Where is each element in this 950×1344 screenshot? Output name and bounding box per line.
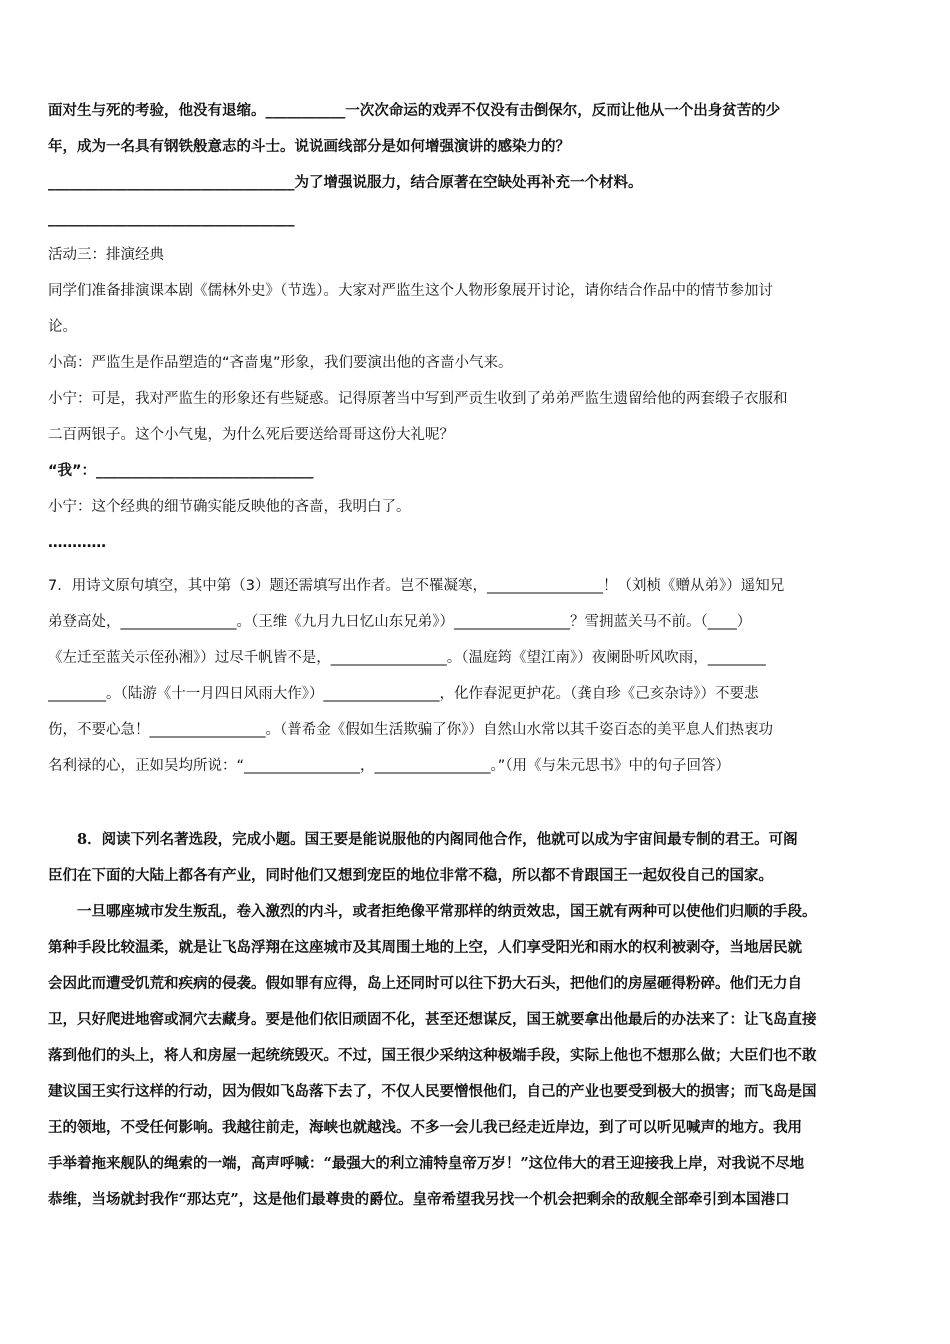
text-line: ________。（陆游《十一月四日风雨大作》）________________，化作春泥更护花。（龚自珍《己亥杂诗》）不要悲 <box>48 686 759 702</box>
text-line: 面对生与死的考验，他没有退缩。___________一次次命运的戏弄不仅没有击倒保尔，反而让他从一个出身贫苦的少 <box>48 102 781 119</box>
text-line: 手举着拖来舰队的绳索的一端，高声呼喊：“最强大的利立浦特皇帝万岁！”这位伟大的君王迎接我上岸，对我说不尽地 <box>48 1155 805 1172</box>
answer-blank-line: __________________________________ <box>48 210 295 227</box>
text-line: 年，成为一名具有钢铁般意志的斗士。说说画线部分是如何增强演讲的感染力的？ <box>48 138 570 155</box>
text-line: 一旦哪座城市发生叛乱，卷入激烈的内斗，或者拒绝像平常那样的纳贡效忠，国王就有两种可以使他们归顺的手段。 <box>77 903 817 920</box>
text-line: 同学们准备排演课本剧《儒林外史》（节选）。大家对严监生这个人物形象展开讨论，请你结合作品中的情节参加讨 <box>48 283 773 299</box>
text-line: 卫，只好爬进地窖或洞穴去藏身。要是他们依旧顽固不化，甚至还想谋反，国王就要拿出他最后的办法来了：让飞岛直接 <box>48 1011 817 1028</box>
text-line: __________________________________为了增强说服力，结合原著在空缺处再补充一个材料。 <box>48 174 643 191</box>
text-line: 7．用诗文原句填空，其中第（3）题还需填写出作者。岂不罹凝寒，________________！（刘桢《赠从弟》）遥知兄 <box>48 578 785 594</box>
section-previous <box>48 93 904 237</box>
dialogue-line: 二百两银子。这个小气鬼，为什么死后要送给哥哥这份大礼呢？ <box>48 427 454 443</box>
text-line: 会因此而遭受饥荒和疾病的侵袭。假如罪有应得，岛上还同时可以往下扔大石头，把他们的房屋砸得粉碎。他们无力自 <box>48 975 802 992</box>
ellipsis: ………… <box>48 535 106 551</box>
text-line: 建议国王实行这样的行动，因为假如飞岛落下去了，不仅人民要憎恨他们，自己的产业也要受到极大的损害；而飞岛是国 <box>48 1083 817 1100</box>
dialogue-line: 小宁：这个经典的细节确实能反映他的吝啬，我明白了。 <box>48 499 411 515</box>
text-line: 名利禄的心，正如吴均所说：“________________，________________。”（用《与朱元思书》中的句子回答） <box>48 758 731 774</box>
text-line: 论。 <box>48 319 77 335</box>
dialogue-line: 小宁：可是，我对严监生的形象还有些疑惑。记得原著当中写到严贡生收到了弟弟严监生遗留给他的两套缎子衣服和 <box>48 391 788 407</box>
activity-three <box>48 237 904 561</box>
text-line: 恭维，当场就封我作“那达克”，这是他们最尊贵的爵位。皇帝希望我另找一个机会把剩余的敌舰全部牵引到本国港口 <box>48 1191 790 1208</box>
answer-blank-line: “我”：______________________________ <box>48 463 314 479</box>
text-line: 《左迁至蓝关示侄孙湘》）过尽千帆皆不是，________________。（温庭筠《望江南》）夜阑卧听风吹雨，________ <box>48 650 766 666</box>
text-line: 落到他们的头上，将人和房屋一起统统毁灭。不过，国王很少采纳这种极端手段，实际上他也不想那么做；大臣们也不敢 <box>48 1047 817 1064</box>
text-line: 弟登高处，________________。（王维《九月九日忆山东兄弟》）________________？雪拥蓝关马不前。（____） <box>48 614 752 630</box>
question-7 <box>48 568 904 784</box>
text-line: 臣们在下面的大陆上都各有产业，同时他们又想到宠臣的地位非常不稳，所以都不肯跟国王一起奴役自己的国家。 <box>48 867 773 884</box>
dialogue-line: 小高：严监生是作品塑造的“吝啬鬼”形象，我们要演出他的吝啬小气来。 <box>48 355 513 371</box>
text-line: 8．阅读下列名著选段，完成小题。国王要是能说服他的内阁同他合作，他就可以成为宇宙间最专制的君王。可阁 <box>77 831 798 848</box>
text-line: 伤，不要心急！________________。（普希金《假如生活欺骗了你》）自然山水常以其千姿百态的美平息人们热衷功 <box>48 722 773 738</box>
text-line: 王的领地，不受任何影响。我越往前走，海峡也就越浅。不多一会儿我已经走近岸边，到了可以听见喊声的地方。我用 <box>48 1119 802 1136</box>
question-8 <box>48 822 904 1218</box>
activity-title: 活动三：排演经典 <box>48 247 164 263</box>
text-line: 第种手段比较温柔，就是让飞岛浮翔在这座城市及其周围土地的上空，人们享受阳光和雨水的权利被剥夺，当地居民就 <box>48 939 802 956</box>
